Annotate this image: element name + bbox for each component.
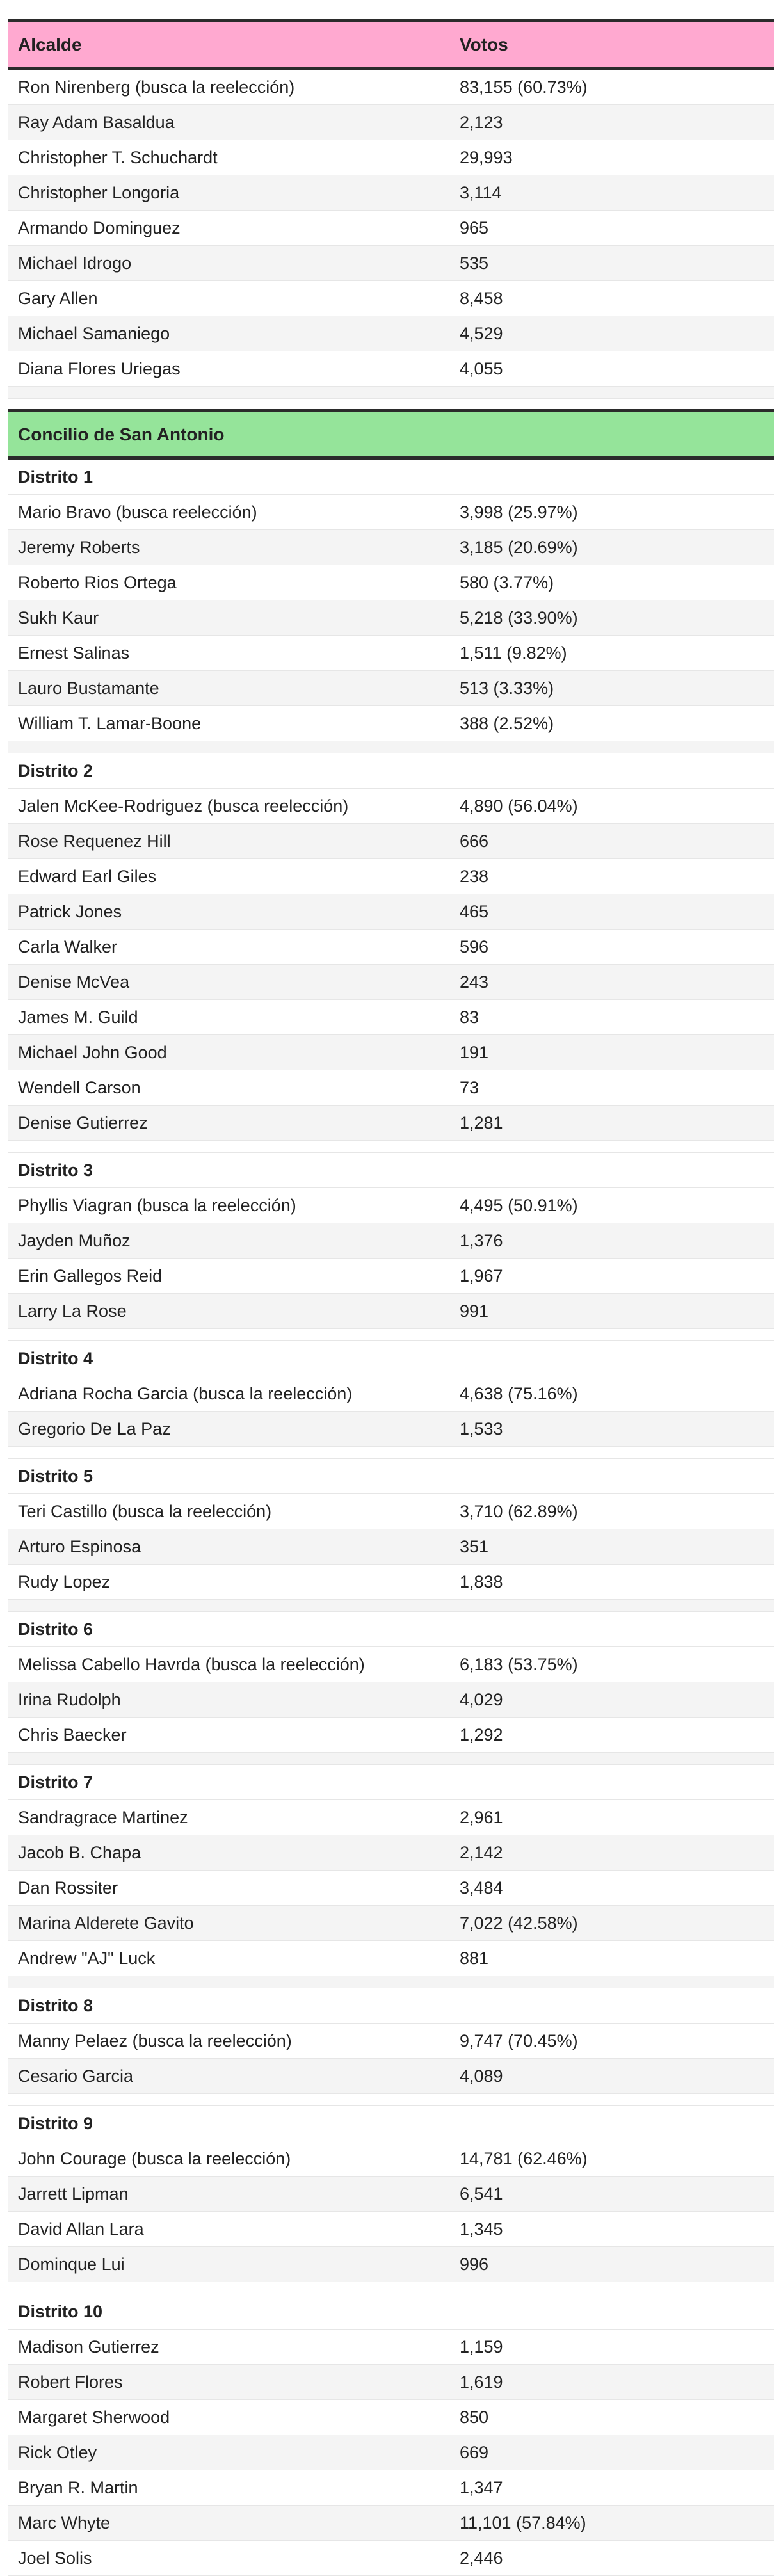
candidate-name: Carla Walker xyxy=(8,930,449,965)
candidate-name: Michael Samaniego xyxy=(8,316,449,351)
candidate-name: Ron Nirenberg (busca la reelección) xyxy=(8,68,449,105)
council-results-table xyxy=(8,409,774,2576)
candidate-row xyxy=(8,930,774,965)
candidate-name: Michael Idrogo xyxy=(8,246,449,281)
council-header-row xyxy=(8,411,774,458)
candidate-votes: 2,961 xyxy=(449,1800,774,1835)
candidate-votes: 6,541 xyxy=(449,2177,774,2212)
candidate-name: David Allan Lara xyxy=(8,2212,449,2247)
candidate-row xyxy=(8,2365,774,2400)
candidate-votes: 1,619 xyxy=(449,2365,774,2400)
candidate-votes: 881 xyxy=(449,1941,774,1976)
candidate-votes: 7,022 (42.58%) xyxy=(449,1906,774,1941)
district-name: Distrito 2 xyxy=(8,753,774,789)
district-name: Distrito 4 xyxy=(8,1341,774,1376)
candidate-name: Jarrett Lipman xyxy=(8,2177,449,2212)
district-name: Distrito 7 xyxy=(8,1765,774,1800)
district-heading-row xyxy=(8,1765,774,1800)
candidate-votes: 243 xyxy=(449,965,774,1000)
spacer-cell xyxy=(8,1141,774,1153)
candidate-votes: 991 xyxy=(449,1294,774,1329)
candidate-name: Marc Whyte xyxy=(8,2506,449,2541)
candidate-votes: 1,376 xyxy=(449,1223,774,1259)
district-heading-group xyxy=(8,2294,774,2330)
candidate-name: Sukh Kaur xyxy=(8,600,449,636)
candidate-votes: 465 xyxy=(449,894,774,930)
section-spacer xyxy=(8,1976,774,1988)
candidate-name: Rudy Lopez xyxy=(8,1565,449,1600)
candidate-votes: 14,781 (62.46%) xyxy=(449,2141,774,2177)
spacer-cell xyxy=(8,1753,774,1765)
district-heading-row xyxy=(8,458,774,495)
district-candidate-list xyxy=(8,789,774,1153)
spacer-cell xyxy=(8,2094,774,2106)
district-heading-row xyxy=(8,1988,774,2024)
candidate-votes: 4,638 (75.16%) xyxy=(449,1376,774,1412)
candidate-name: Jacob B. Chapa xyxy=(8,1835,449,1871)
candidate-name: Denise McVea xyxy=(8,965,449,1000)
district-candidate-list xyxy=(8,1800,774,1988)
mayor-candidate-list xyxy=(8,68,774,399)
candidate-name: Denise Gutierrez xyxy=(8,1106,449,1141)
candidate-votes: 2,446 xyxy=(449,2541,774,2576)
candidate-name: Larry La Rose xyxy=(8,1294,449,1329)
candidate-name: Phyllis Viagran (busca la reelección) xyxy=(8,1188,449,1223)
candidate-row xyxy=(8,1376,774,1412)
district-heading-group xyxy=(8,1459,774,1494)
candidate-votes: 1,159 xyxy=(449,2330,774,2365)
district-heading-row xyxy=(8,2106,774,2141)
candidate-row xyxy=(8,140,774,175)
section-spacer xyxy=(8,387,774,399)
candidate-votes: 4,029 xyxy=(449,1682,774,1718)
candidate-votes: 73 xyxy=(449,1070,774,1106)
candidate-row xyxy=(8,2330,774,2365)
candidate-name: William T. Lamar-Boone xyxy=(8,706,449,741)
district-name: Distrito 5 xyxy=(8,1459,774,1494)
candidate-votes: 580 (3.77%) xyxy=(449,565,774,600)
section-spacer xyxy=(8,741,774,753)
candidate-row xyxy=(8,2247,774,2282)
section-spacer xyxy=(8,2282,774,2294)
candidate-row xyxy=(8,1494,774,1529)
candidate-name: Manny Pelaez (busca la reelección) xyxy=(8,2024,449,2059)
spacer-cell xyxy=(8,387,774,399)
candidate-votes: 238 xyxy=(449,859,774,894)
candidate-row xyxy=(8,671,774,706)
spacer-cell xyxy=(8,2282,774,2294)
district-candidate-list xyxy=(8,495,774,753)
candidate-name: Gregorio De La Paz xyxy=(8,1412,449,1447)
spacer-cell xyxy=(8,1447,774,1459)
candidate-votes: 83,155 (60.73%) xyxy=(449,68,774,105)
candidate-votes: 5,218 (33.90%) xyxy=(449,600,774,636)
district-heading-group xyxy=(8,1153,774,1188)
candidate-votes: 191 xyxy=(449,1035,774,1070)
district-heading-group xyxy=(8,1988,774,2024)
candidate-name: Diana Flores Uriegas xyxy=(8,351,449,387)
candidate-name: Jayden Muñoz xyxy=(8,1223,449,1259)
district-heading-row xyxy=(8,1612,774,1647)
candidate-row xyxy=(8,1035,774,1070)
candidate-name: Rick Otley xyxy=(8,2435,449,2470)
candidate-votes: 669 xyxy=(449,2435,774,2470)
candidate-row xyxy=(8,1800,774,1835)
candidate-row xyxy=(8,1941,774,1976)
candidate-name: Christopher T. Schuchardt xyxy=(8,140,449,175)
candidate-votes: 4,089 xyxy=(449,2059,774,2094)
district-heading-group xyxy=(8,458,774,495)
candidate-name: Lauro Bustamante xyxy=(8,671,449,706)
candidate-name: Chris Baecker xyxy=(8,1718,449,1753)
candidate-votes: 513 (3.33%) xyxy=(449,671,774,706)
district-name: Distrito 3 xyxy=(8,1153,774,1188)
candidate-row xyxy=(8,1682,774,1718)
candidate-votes: 8,458 xyxy=(449,281,774,316)
candidate-votes: 2,142 xyxy=(449,1835,774,1871)
spacer-cell xyxy=(8,1329,774,1341)
candidate-votes: 4,529 xyxy=(449,316,774,351)
candidate-votes: 1,533 xyxy=(449,1412,774,1447)
candidate-name: Cesario Garcia xyxy=(8,2059,449,2094)
section-spacer xyxy=(8,2094,774,2106)
district-name: Distrito 9 xyxy=(8,2106,774,2141)
candidate-votes: 9,747 (70.45%) xyxy=(449,2024,774,2059)
candidate-row xyxy=(8,1565,774,1600)
candidate-votes: 1,347 xyxy=(449,2470,774,2506)
candidate-row xyxy=(8,706,774,741)
candidate-name: Jalen McKee-Rodriguez (busca reelección) xyxy=(8,789,449,824)
candidate-name: Dan Rossiter xyxy=(8,1871,449,1906)
candidate-name: Michael John Good xyxy=(8,1035,449,1070)
district-name: Distrito 8 xyxy=(8,1988,774,2024)
candidate-name: Roberto Rios Ortega xyxy=(8,565,449,600)
spacer-cell xyxy=(8,741,774,753)
candidate-name: Wendell Carson xyxy=(8,1070,449,1106)
candidate-row xyxy=(8,530,774,565)
candidate-name: Irina Rudolph xyxy=(8,1682,449,1718)
candidate-votes: 1,967 xyxy=(449,1259,774,1294)
candidate-name: Sandragrace Martinez xyxy=(8,1800,449,1835)
district-heading-row xyxy=(8,1341,774,1376)
candidate-name: Gary Allen xyxy=(8,281,449,316)
candidate-row xyxy=(8,1106,774,1141)
candidate-row xyxy=(8,894,774,930)
district-heading-group xyxy=(8,1612,774,1647)
mayor-results-table xyxy=(8,19,774,399)
candidate-row xyxy=(8,789,774,824)
candidate-row xyxy=(8,1259,774,1294)
candidate-votes: 29,993 xyxy=(449,140,774,175)
district-candidate-list xyxy=(8,1188,774,1341)
district-name: Distrito 10 xyxy=(8,2294,774,2330)
candidate-row xyxy=(8,1294,774,1329)
candidate-row xyxy=(8,281,774,316)
candidate-row xyxy=(8,565,774,600)
candidate-row xyxy=(8,636,774,671)
district-candidate-list xyxy=(8,1376,774,1459)
candidate-votes: 388 (2.52%) xyxy=(449,706,774,741)
candidate-name: Teri Castillo (busca la reelección) xyxy=(8,1494,449,1529)
candidate-votes: 965 xyxy=(449,211,774,246)
candidate-row xyxy=(8,2177,774,2212)
candidate-name: Melissa Cabello Havrda (busca la reelección) xyxy=(8,1647,449,1682)
candidate-name: Rose Requenez Hill xyxy=(8,824,449,859)
candidate-votes: 596 xyxy=(449,930,774,965)
candidate-votes: 1,281 xyxy=(449,1106,774,1141)
candidate-row xyxy=(8,1718,774,1753)
candidate-row xyxy=(8,2141,774,2177)
district-candidate-list xyxy=(8,1494,774,1612)
candidate-votes: 2,123 xyxy=(449,105,774,140)
candidate-row xyxy=(8,2541,774,2576)
candidate-name: Bryan R. Martin xyxy=(8,2470,449,2506)
district-heading-row xyxy=(8,753,774,789)
mayor-header-votes: Votos xyxy=(449,21,774,68)
candidate-row xyxy=(8,1835,774,1871)
candidate-row xyxy=(8,246,774,281)
candidate-row xyxy=(8,105,774,140)
candidate-votes: 1,511 (9.82%) xyxy=(449,636,774,671)
candidate-name: James M. Guild xyxy=(8,1000,449,1035)
district-heading-group xyxy=(8,1341,774,1376)
candidate-name: Margaret Sherwood xyxy=(8,2400,449,2435)
candidate-votes: 4,890 (56.04%) xyxy=(449,789,774,824)
section-spacer xyxy=(8,1600,774,1612)
candidate-row xyxy=(8,1412,774,1447)
candidate-votes: 1,838 xyxy=(449,1565,774,1600)
mayor-header-office: Alcalde xyxy=(8,21,449,68)
candidate-row xyxy=(8,316,774,351)
candidate-name: Jeremy Roberts xyxy=(8,530,449,565)
spacer-cell xyxy=(8,1976,774,1988)
candidate-row xyxy=(8,211,774,246)
candidate-row xyxy=(8,600,774,636)
candidate-votes: 3,114 xyxy=(449,175,774,211)
candidate-name: Erin Gallegos Reid xyxy=(8,1259,449,1294)
candidate-votes: 3,710 (62.89%) xyxy=(449,1494,774,1529)
candidate-row xyxy=(8,2059,774,2094)
candidate-row xyxy=(8,1906,774,1941)
candidate-row xyxy=(8,1070,774,1106)
candidate-votes: 535 xyxy=(449,246,774,281)
candidate-row xyxy=(8,495,774,530)
district-name: Distrito 1 xyxy=(8,458,774,495)
candidate-row xyxy=(8,1529,774,1565)
candidate-votes: 1,292 xyxy=(449,1718,774,1753)
candidate-row xyxy=(8,859,774,894)
candidate-name: Ernest Salinas xyxy=(8,636,449,671)
district-candidate-list xyxy=(8,1647,774,1765)
candidate-name: Ray Adam Basaldua xyxy=(8,105,449,140)
council-header-title: Concilio de San Antonio xyxy=(8,411,449,458)
candidate-name: Marina Alderete Gavito xyxy=(8,1906,449,1941)
candidate-row xyxy=(8,2212,774,2247)
candidate-row xyxy=(8,1000,774,1035)
district-heading-group xyxy=(8,1765,774,1800)
candidate-row xyxy=(8,351,774,387)
candidate-row xyxy=(8,824,774,859)
district-heading-group xyxy=(8,753,774,789)
candidate-votes: 4,055 xyxy=(449,351,774,387)
candidate-name: Madison Gutierrez xyxy=(8,2330,449,2365)
candidate-votes: 850 xyxy=(449,2400,774,2435)
candidate-name: Edward Earl Giles xyxy=(8,859,449,894)
district-candidate-list xyxy=(8,2141,774,2294)
candidate-row xyxy=(8,2470,774,2506)
candidate-name: Arturo Espinosa xyxy=(8,1529,449,1565)
candidate-row xyxy=(8,175,774,211)
candidate-name: Mario Bravo (busca reelección) xyxy=(8,495,449,530)
spacer-cell xyxy=(8,1600,774,1612)
candidate-name: Dominque Lui xyxy=(8,2247,449,2282)
district-candidate-list xyxy=(8,2024,774,2106)
district-heading-group xyxy=(8,2106,774,2141)
candidate-votes: 6,183 (53.75%) xyxy=(449,1647,774,1682)
candidate-votes: 3,998 (25.97%) xyxy=(449,495,774,530)
candidate-row xyxy=(8,2506,774,2541)
candidate-votes: 666 xyxy=(449,824,774,859)
candidate-name: Andrew "AJ" Luck xyxy=(8,1941,449,1976)
candidate-votes: 83 xyxy=(449,1000,774,1035)
council-header-votes xyxy=(449,411,774,458)
section-spacer xyxy=(8,1141,774,1153)
candidate-name: Adriana Rocha Garcia (busca la reelección) xyxy=(8,1376,449,1412)
candidate-row xyxy=(8,2435,774,2470)
district-heading-row xyxy=(8,1459,774,1494)
candidate-row xyxy=(8,1223,774,1259)
candidate-name: Patrick Jones xyxy=(8,894,449,930)
candidate-votes: 1,345 xyxy=(449,2212,774,2247)
section-spacer xyxy=(8,1329,774,1341)
candidate-row xyxy=(8,1647,774,1682)
mayor-header-row xyxy=(8,21,774,68)
district-heading-row xyxy=(8,2294,774,2330)
candidate-name: John Courage (busca la reelección) xyxy=(8,2141,449,2177)
district-heading-row xyxy=(8,1153,774,1188)
candidate-row xyxy=(8,2024,774,2059)
section-spacer xyxy=(8,1447,774,1459)
candidate-votes: 996 xyxy=(449,2247,774,2282)
candidate-row xyxy=(8,965,774,1000)
candidate-row xyxy=(8,1871,774,1906)
candidate-row xyxy=(8,1188,774,1223)
candidate-votes: 3,185 (20.69%) xyxy=(449,530,774,565)
candidate-name: Joel Solis xyxy=(8,2541,449,2576)
candidate-name: Christopher Longoria xyxy=(8,175,449,211)
candidate-votes: 4,495 (50.91%) xyxy=(449,1188,774,1223)
candidate-row xyxy=(8,68,774,105)
candidate-name: Armando Dominguez xyxy=(8,211,449,246)
candidate-votes: 351 xyxy=(449,1529,774,1565)
candidate-row xyxy=(8,2400,774,2435)
candidate-name: Robert Flores xyxy=(8,2365,449,2400)
candidate-votes: 3,484 xyxy=(449,1871,774,1906)
candidate-votes: 11,101 (57.84%) xyxy=(449,2506,774,2541)
section-spacer xyxy=(8,1753,774,1765)
district-name: Distrito 6 xyxy=(8,1612,774,1647)
